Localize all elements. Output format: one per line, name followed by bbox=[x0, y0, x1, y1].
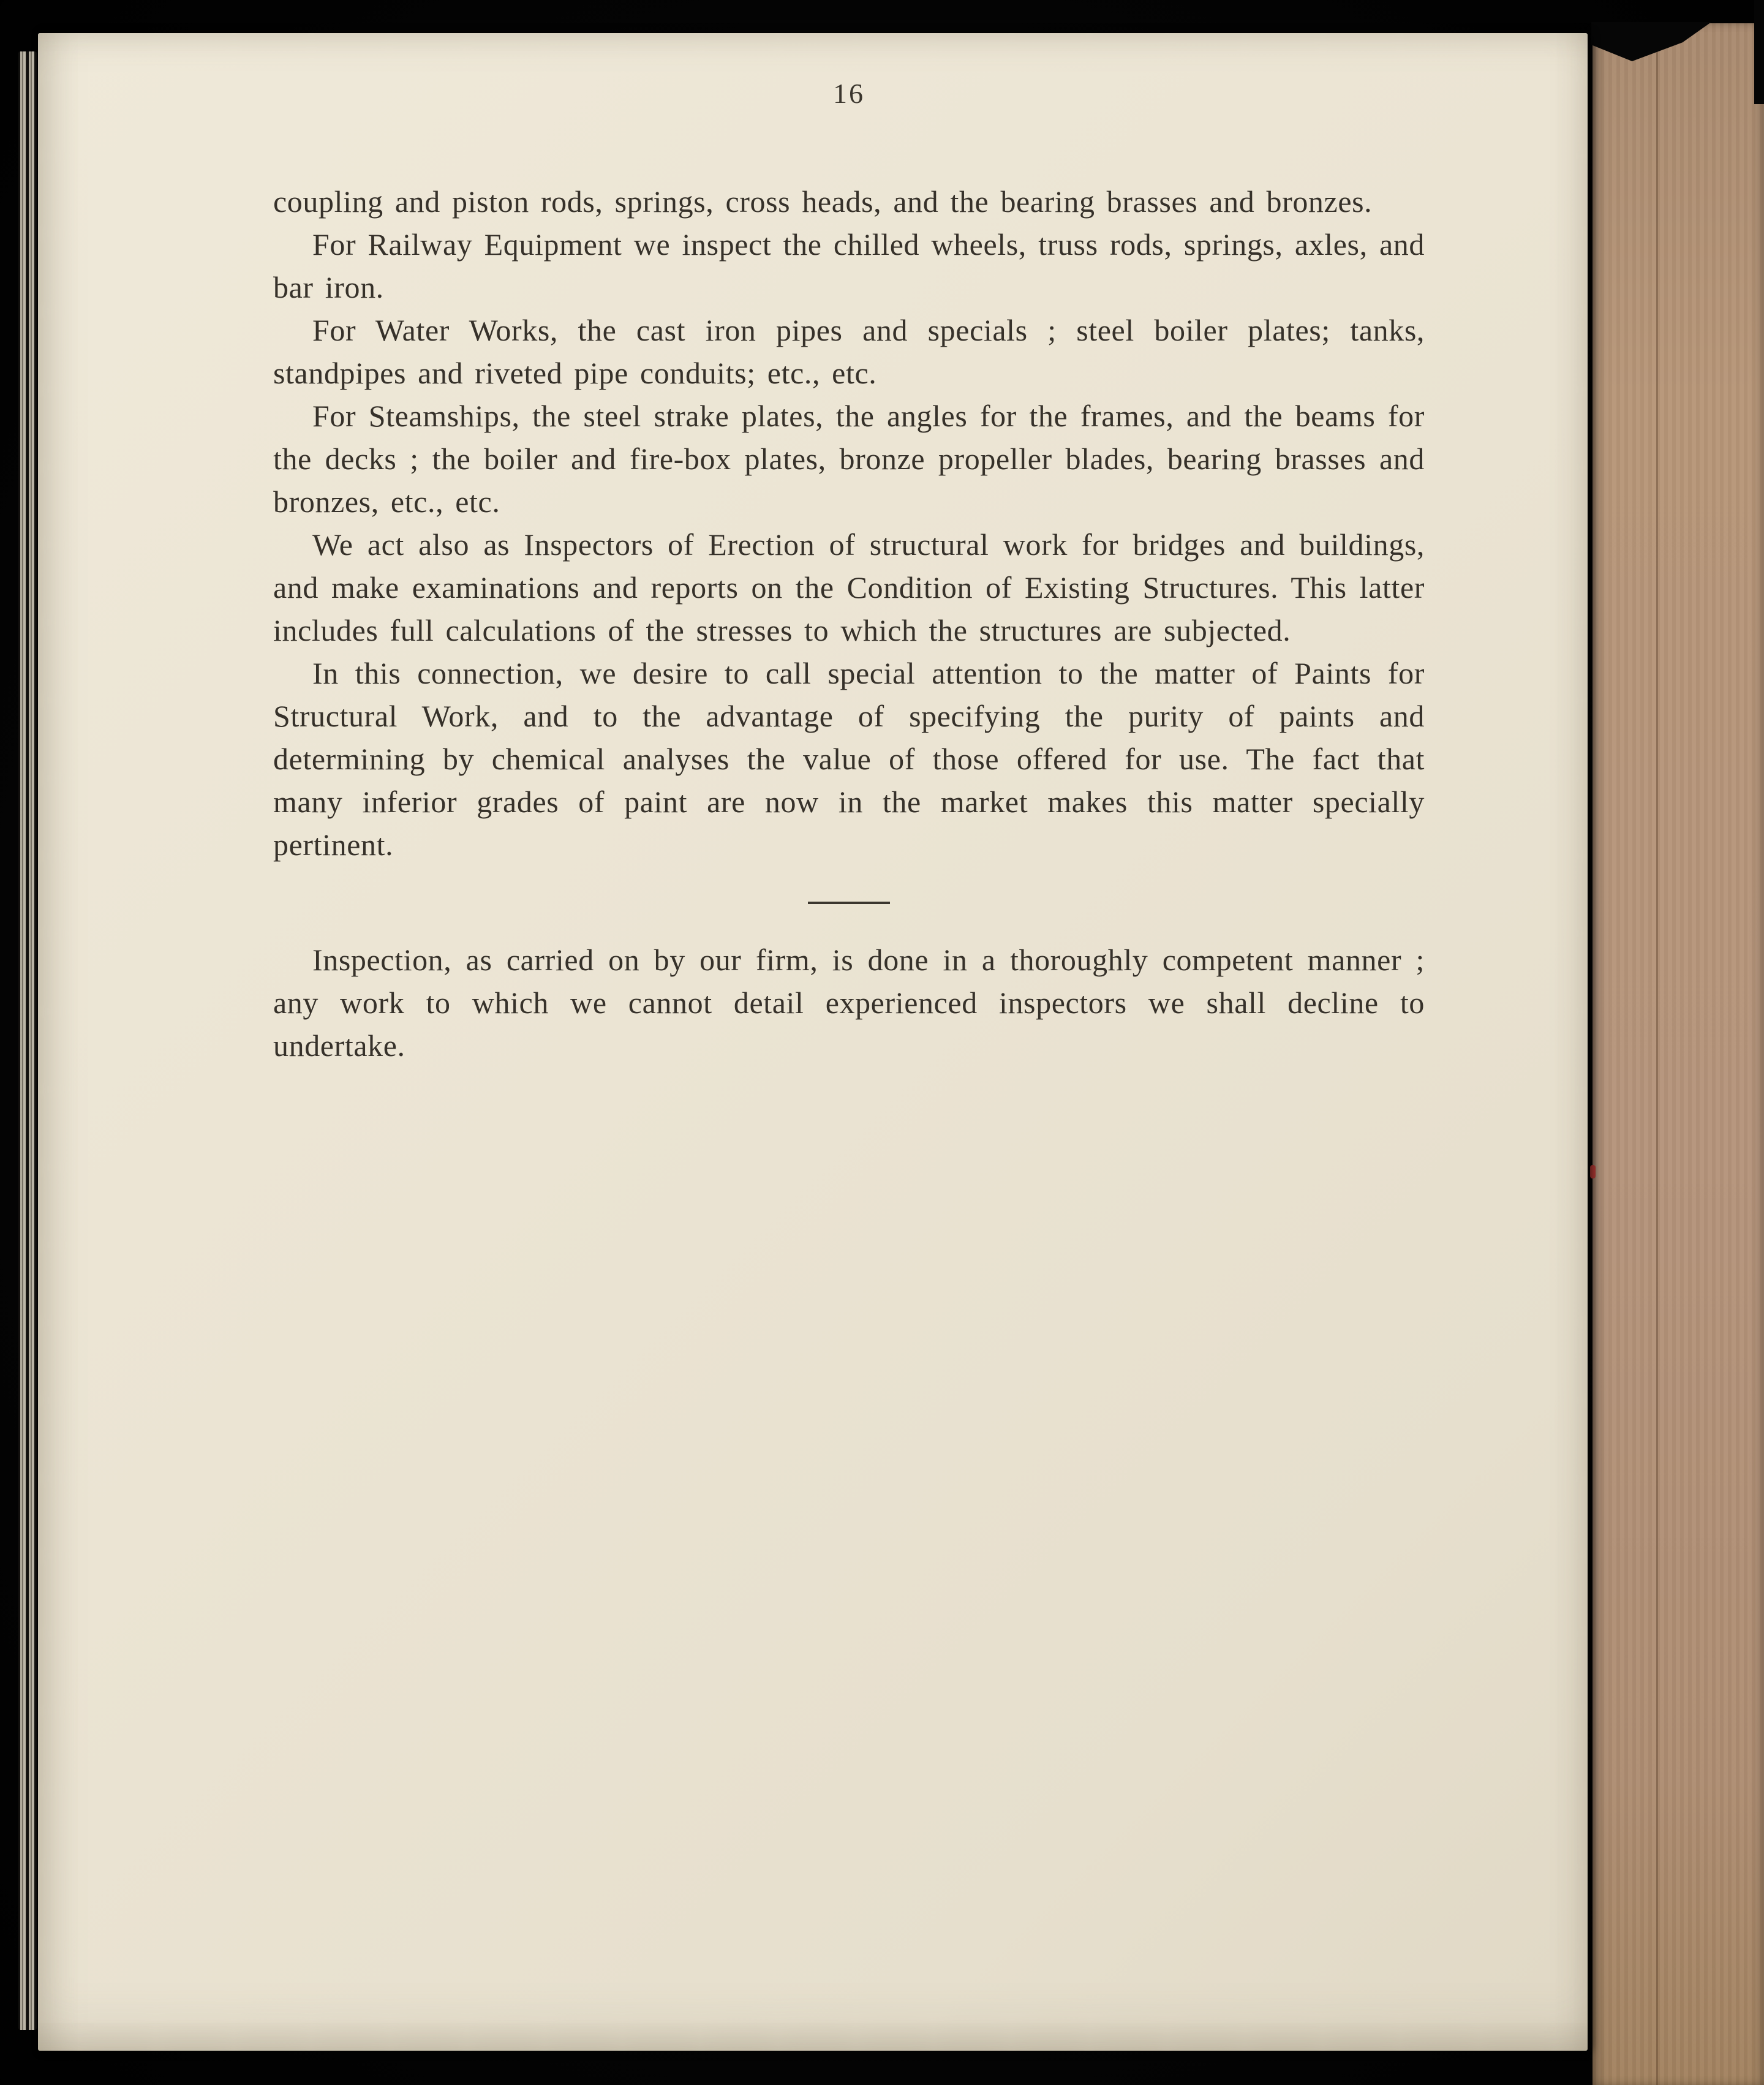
paragraph-railway-equipment: For Railway Equipment we inspect the chilled wheels, truss rods, springs, axles, and bar iron. bbox=[273, 227, 1425, 304]
red-thread-mark bbox=[1590, 1165, 1596, 1178]
book-page bbox=[38, 33, 1588, 2051]
paragraph-water-works: For Water Works, the cast iron pipes and specials ; steel boiler plates; tanks, standpipes and riveted pipe conduits; etc., etc. bbox=[273, 313, 1425, 390]
page-stack-edges bbox=[18, 51, 37, 2030]
section-divider bbox=[808, 902, 890, 904]
paragraph-paints: In this connection, we desire to call special attention to the matter of Paints for Structural Work, and to the advantage of specifying the purity of paints and determining by chemical analyses the value of those offered for use. The fact that many inferior grades of paint are now in the market makes this matter specially pertinent. bbox=[273, 656, 1425, 862]
kraft-cover-edge bbox=[1593, 23, 1764, 2085]
kraft-crease-line bbox=[1656, 23, 1658, 2085]
page-text-block bbox=[273, 180, 1425, 1067]
scan-right-edge bbox=[1754, 0, 1764, 104]
paragraph-continuation: coupling and piston rods, springs, cross heads, and the bearing brasses and bronzes. bbox=[273, 184, 1373, 219]
page-number: 16 bbox=[833, 78, 865, 109]
paragraph-inspection-statement: Inspection, as carried on by our firm, is done in a thoroughly competent manner ; any work to which we cannot detail experienced inspectors we shall decline to undertake. bbox=[273, 943, 1425, 1063]
paragraph-steamships: For Steamships, the steel strake plates, the angles for the frames, and the beams for the decks ; the boiler and fire-box plates, bronze propeller blades, bearing brasses and bronzes, etc., etc. bbox=[273, 399, 1425, 519]
paragraph-inspectors-of-erection: We act also as Inspectors of Erection of structural work for bridges and buildings, and make examinations and reports on the Condition of Existing Structures. This latter includes full calculations of the stresses to which the structures are subjected. bbox=[273, 527, 1425, 647]
